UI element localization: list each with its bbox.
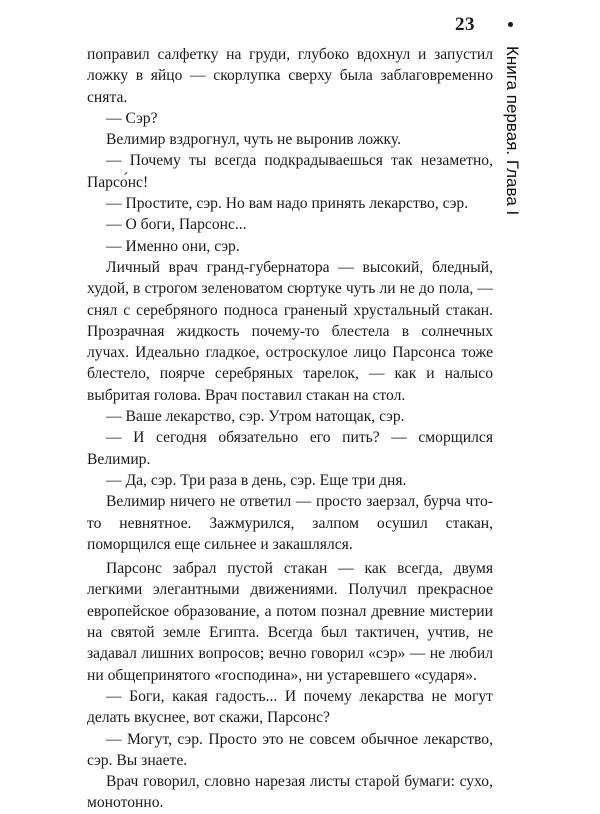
paragraph: — Ваше лекарство, сэр. Утром натощак, сэр. [106,408,405,426]
body-text [87,44,493,814]
paragraph: — Именно они, сэр. [106,237,240,255]
paragraph: — Почему ты всегда подкрадываешься так незаметно, Парсо́нс! [87,152,493,191]
paragraph: поправил салфетку на груди, глубоко вдохнул и запустил ложку в яйцо — скорлупка сверху была заблаговременно снята. [87,46,493,106]
paragraph: — Простите, сэр. Но вам надо принять лекарство, сэр. [106,195,469,213]
paragraph: Врач говорил, словно нарезая листы старой бумаги: сухо, монотонно. [87,773,493,812]
header-bullet-dot [508,22,513,27]
paragraph: — Боги, какая гадость... И почему лекарства не могут делать вкуснее, вот скажи, Парсонс? [87,687,493,727]
page-number: 23 [455,14,475,35]
paragraph: Велимир вздрогнул, чуть не выронив ложку. [106,131,402,149]
paragraph: — Могут, сэр. Просто это не совсем обычное лекарство, сэр. Вы знаете. [87,730,493,769]
paragraph: — Сэр? [106,109,158,127]
paragraph: Парсонс забрал пустой стакан — как всегда, двумя легкими элегантными движениями. Получил прекрасное европейское образование, а потом познал древние мистерии на святой земле Египта. Всегда был тактичен, учтив, не задавал лишних вопросов; вечно говорил «сэр» — не любил ни общепринятого «господина», ни устаревшего «сударя». [87,560,493,684]
running-head: Книга первая. Глава I [503,46,522,216]
paragraph: Велимир ничего не ответил — просто заерзал, бурча что-то невнятное. Зажмурился, залпом осушил стакан, поморщился еще сильнее и закашлялся. [87,493,493,553]
paragraph: Личный врач гранд-губернатора — высокий, бледный, худой, в строгом зеленоватом сюртуке чуть ли не до пола, — снял с серебряного подноса граненый хрустальный стакан. Прозрачная жидкость почему-то блестела в солнечных лучах. Идеально гладкое, остроскулое лицо Парсонса тоже блестело, поярче серебряных тарелок, — как и налысо выбритая голова. Врач поставил стакан на стол. [87,258,493,404]
paragraph: — И сегодня обязательно его пить? — сморщился Велимир. [87,429,493,468]
paragraph: — О боги, Парсонс... [106,216,247,234]
paragraph: — Да, сэр. Три раза в день, сэр. Еще три дня. [106,471,407,489]
